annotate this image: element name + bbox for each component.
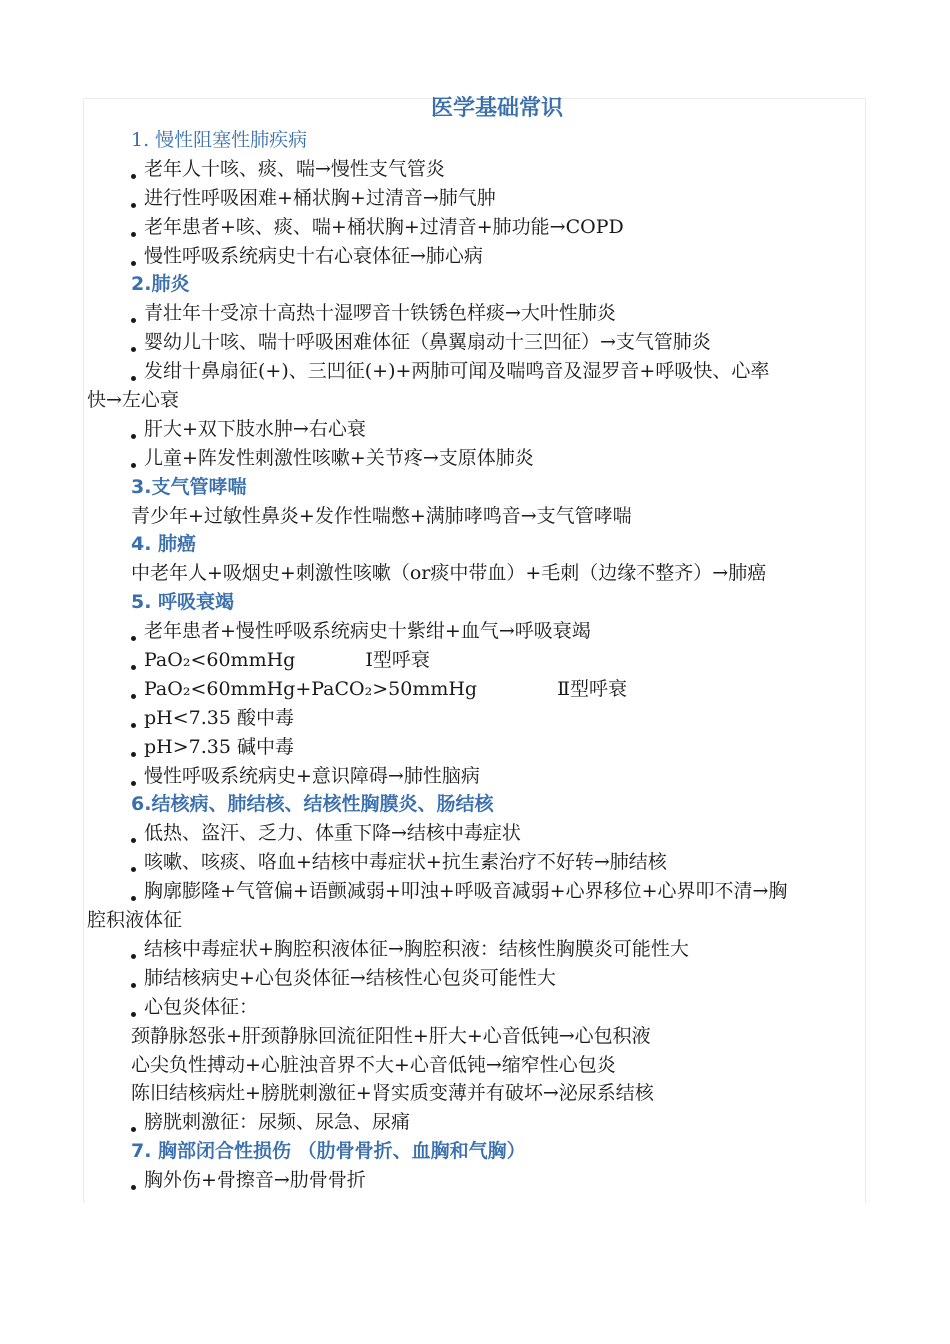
bullet-item <box>87 155 867 184</box>
bullet-item <box>87 848 867 877</box>
line-text: 中老年人+吸烟史+刺激性咳嗽（or痰中带血）+毛刺（边缘不整齐）→肺癌 <box>131 562 767 585</box>
bullet-item <box>87 299 867 328</box>
line-text: 结核中毒症状+胸腔积液体征→胸腔积液：结核性胸膜炎可能性大 <box>144 937 689 960</box>
line-text: 青壮年十受凉十高热十湿啰音十铁锈色样痰→大叶性肺炎 <box>144 302 616 325</box>
section-heading <box>87 588 867 617</box>
bullet-item <box>87 1108 867 1137</box>
line-text-secondary: Ⅱ型呼衰 <box>557 677 628 700</box>
continued-line <box>87 906 867 935</box>
line-text: 心包炎体征： <box>144 995 259 1018</box>
line-text: 老年患者+咳、痰、喘+桶状胸+过清音+肺功能→COPD <box>144 215 624 238</box>
bullet-item <box>87 617 867 646</box>
bullet-item <box>87 646 867 675</box>
line-text: PaO₂<60mmHg <box>144 649 296 672</box>
bullet-item <box>87 877 867 906</box>
bullet-item <box>87 733 867 762</box>
line-text: 慢性呼吸系统病史+意识障碍→肺性脑病 <box>144 764 480 787</box>
section-heading <box>87 530 867 559</box>
line-text: 3.支气管哮喘 <box>131 475 247 498</box>
bullet-item <box>87 993 867 1022</box>
bullet-item <box>87 242 867 271</box>
line-text: 老年人十咳、痰、喘→慢性支气管炎 <box>144 157 445 180</box>
line-text: 陈旧结核病灶+膀胱刺激征+肾实质变薄并有破坏→泌尿系结核 <box>131 1082 654 1105</box>
bullet-item <box>87 213 867 242</box>
text-line <box>87 1051 867 1080</box>
bullet-item <box>87 415 867 444</box>
line-text: 发绀十鼻扇征(+)、三凹征(+)+两肺可闻及喘鸣音及湿罗音+呼吸快、心率 <box>144 360 770 383</box>
line-text: 进行性呼吸困难+桶状胸+过清音→肺气肿 <box>144 186 496 209</box>
bullet-item <box>87 964 867 993</box>
bullet-item <box>87 1166 867 1195</box>
line-text: 肝大+双下肢水肿→右心衰 <box>144 417 366 440</box>
line-text: pH<7.35 酸中毒 <box>144 706 294 729</box>
section-heading <box>87 126 867 155</box>
bullet-item <box>87 444 867 473</box>
text-line <box>87 559 867 588</box>
bullet-item <box>87 675 867 704</box>
line-text: 咳嗽、咳痰、咯血+结核中毒症状+抗生素治疗不好转→肺结核 <box>144 851 667 874</box>
bullet-item <box>87 184 867 213</box>
line-text: 腔积液体征 <box>87 909 183 932</box>
line-text: 6.结核病、肺结核、结核性胸膜炎、肠结核 <box>131 793 494 816</box>
line-text: 慢性呼吸系统病史十右心衰体征→肺心病 <box>144 244 483 267</box>
line-text: 2.肺炎 <box>131 273 190 296</box>
line-text: 心尖负性搏动+心脏浊音界不大+心音低钝→缩窄性心包炎 <box>131 1053 616 1076</box>
bullet-item <box>87 357 867 386</box>
line-text: PaO₂<60mmHg+PaCO₂>50mmHg <box>144 677 478 700</box>
page-title: 医学基础常识 <box>430 96 563 121</box>
bullet-item <box>87 819 867 848</box>
line-text: 婴幼儿十咳、喘十呼吸困难体征（鼻翼扇动十三凹征）→支气管肺炎 <box>144 331 711 354</box>
line-text: 颈静脉怒张+肝颈静脉回流征阳性+肝大+心音低钝→心包积液 <box>131 1024 651 1047</box>
section-heading <box>87 473 867 502</box>
section-heading <box>87 790 867 819</box>
bullet-item <box>87 762 867 791</box>
line-text: 肺结核病史+心包炎体征→结核性心包炎可能性大 <box>144 966 556 989</box>
line-text: 7. 胸部闭合性损伤 （肋骨骨折、血胸和气胸） <box>131 1140 526 1163</box>
text-line <box>87 1022 867 1051</box>
bullet-item <box>87 328 867 357</box>
line-text: 胸外伤+骨擦音→肋骨骨折 <box>144 1169 366 1192</box>
line-text: pH>7.35 碱中毒 <box>144 735 294 758</box>
line-text: 4. 肺癌 <box>131 533 197 556</box>
line-list <box>87 126 867 1195</box>
line-text: 低热、盗汗、乏力、体重下降→结核中毒症状 <box>144 822 521 845</box>
continued-line <box>87 386 867 415</box>
section-heading <box>87 1137 867 1166</box>
line-text: 老年患者+慢性呼吸系统病史十紫绀+血气→呼吸衰竭 <box>144 620 591 643</box>
text-line <box>87 1079 867 1108</box>
document-body <box>87 92 867 1195</box>
line-text: 青少年+过敏性鼻炎+发作性喘憋+满肺哮鸣音→支气管哮喘 <box>131 504 632 527</box>
line-text: 胸廓膨隆+气管偏+语颤减弱+叩浊+呼吸音减弱+心界移位+心界叩不清→胸 <box>144 880 788 903</box>
section-heading <box>87 270 867 299</box>
line-text: 5. 呼吸衰竭 <box>131 591 235 614</box>
line-text: 膀胱刺激征：尿频、尿急、尿痛 <box>144 1111 411 1134</box>
text-line <box>87 502 867 531</box>
line-text-secondary: Ⅰ型呼衰 <box>365 649 430 672</box>
line-text: 儿童+阵发性刺激性咳嗽+关节疼→支原体肺炎 <box>144 446 534 469</box>
line-text: 1. 慢性阻塞性肺疾病 <box>131 129 308 151</box>
line-text: 快→左心衰 <box>87 389 179 412</box>
bullet-item <box>87 935 867 964</box>
bullet-item <box>87 704 867 733</box>
